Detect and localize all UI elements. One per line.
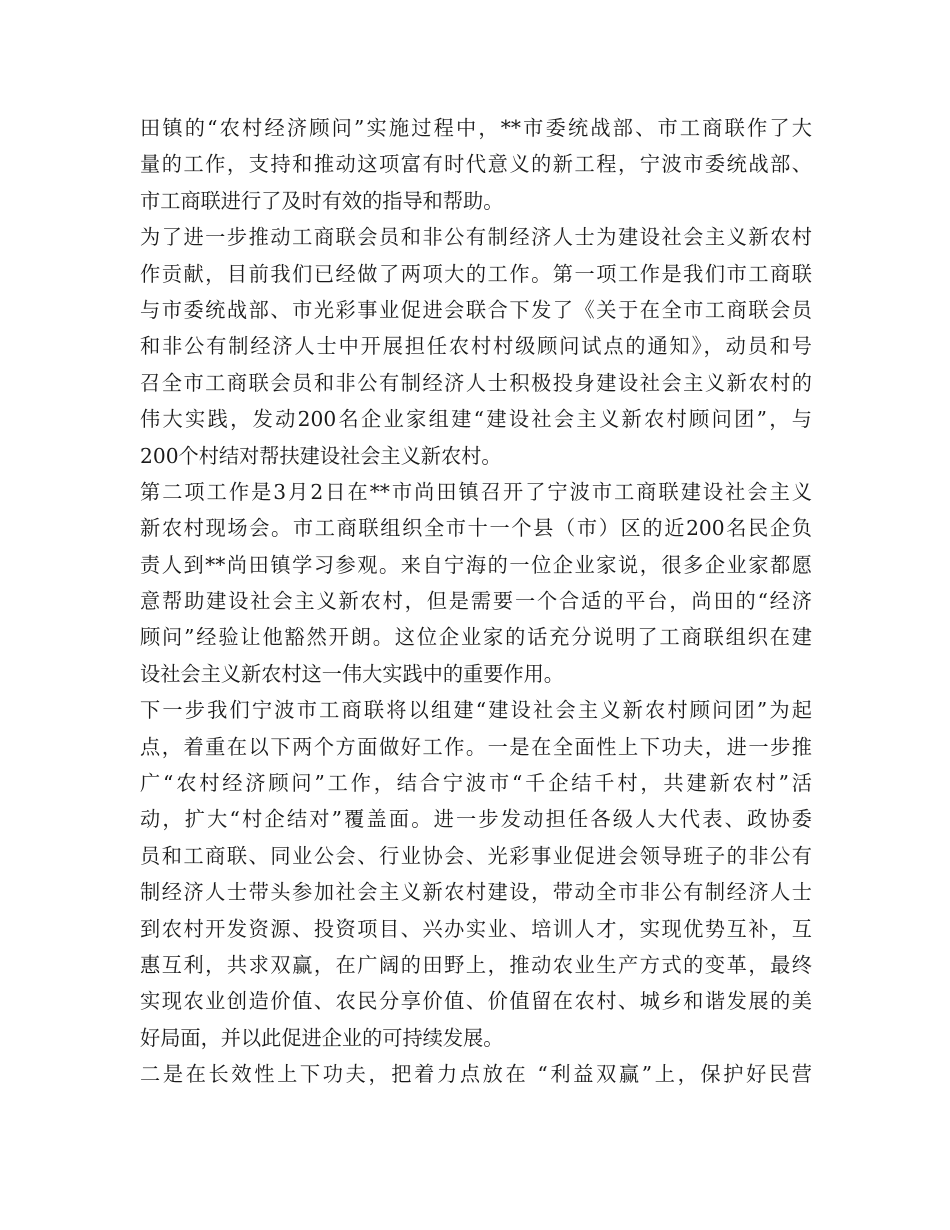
document-body	[140, 110, 812, 1093]
text-line: 新农村现场会。市工商联组织全市十一个县（市）区的近200名民企负	[140, 516, 812, 541]
text-line: 好局面，并以此促进企业的可持续发展。	[140, 1025, 504, 1050]
text-line: 设社会主义新农村这一伟大实践中的重要作用。	[140, 661, 564, 686]
text-line: 广“农村经济顾问”工作，结合宁波市“千企结千村，共建新农村”活	[140, 771, 812, 796]
text-line: 市工商联进行了及时有效的指导和帮助。	[140, 188, 504, 213]
text-line: 为了进一步推动工商联会员和非公有制经济人士为建设社会主义新农村	[140, 225, 812, 250]
text-line: 下一步我们宁波市工商联将以组建“建设社会主义新农村顾问团”为起	[140, 698, 812, 723]
text-line: 田镇的“农村经济顾问”实施过程中，**市委统战部、市工商联作了大	[140, 116, 812, 140]
text-line: 责人到**尚田镇学习参观。来自宁海的一位企业家说，很多企业家都愿	[140, 552, 812, 577]
text-line: 顾问”经验让他豁然开朗。这位企业家的话充分说明了工商联组织在建	[140, 625, 812, 650]
text-line: 与市委统战部、市光彩事业促进会联合下发了《关于在全市工商联会员	[140, 297, 812, 322]
text-line: 召全市工商联会员和非公有制经济人士积极投身建设社会主义新农村的	[140, 370, 812, 395]
text-line: 实现农业创造价值、农民分享价值、价值留在农村、城乡和谐发展的美	[140, 989, 812, 1014]
text-line: 点，着重在以下两个方面做好工作。一是在全面性上下功夫，进一步推	[140, 734, 812, 759]
text-line: 二是在长效性上下功夫，把着力点放在 “利益双赢”上，保护好民营	[140, 1062, 812, 1087]
text-line: 意帮助建设社会主义新农村，但是需要一个合适的平台，尚田的“经济	[140, 589, 812, 614]
text-line: 第二项工作是3月2日在**市尚田镇召开了宁波市工商联建设社会主义	[140, 479, 812, 504]
text-line: 和非公有制经济人士中开展担任农村村级顾问试点的通知》，动员和号	[140, 334, 812, 359]
text-line: 惠互利，共求双赢，在广阔的田野上，推动农业生产方式的变革，最终	[140, 952, 812, 977]
text-line: 员和工商联、同业公会、行业协会、光彩事业促进会领导班子的非公有	[140, 843, 812, 868]
text-line: 制经济人士带头参加社会主义新农村建设，带动全市非公有制经济人士	[140, 880, 812, 905]
text-line: 200个村结对帮扶建设社会主义新农村。	[140, 443, 502, 468]
text-line: 伟大实践，发动200名企业家组建“建设社会主义新农村顾问团”，与	[140, 407, 812, 432]
text-line: 到农村开发资源、投资项目、兴办实业、培训人才，实现优势互补，互	[140, 916, 812, 941]
text-line: 动，扩大“村企结对”覆盖面。进一步发动担任各级人大代表、政协委	[140, 807, 812, 832]
text-line: 量的工作，支持和推动这项富有时代意义的新工程，宁波市委统战部、	[140, 152, 812, 177]
text-line: 作贡献，目前我们已经做了两项大的工作。第一项工作是我们市工商联	[140, 261, 812, 286]
